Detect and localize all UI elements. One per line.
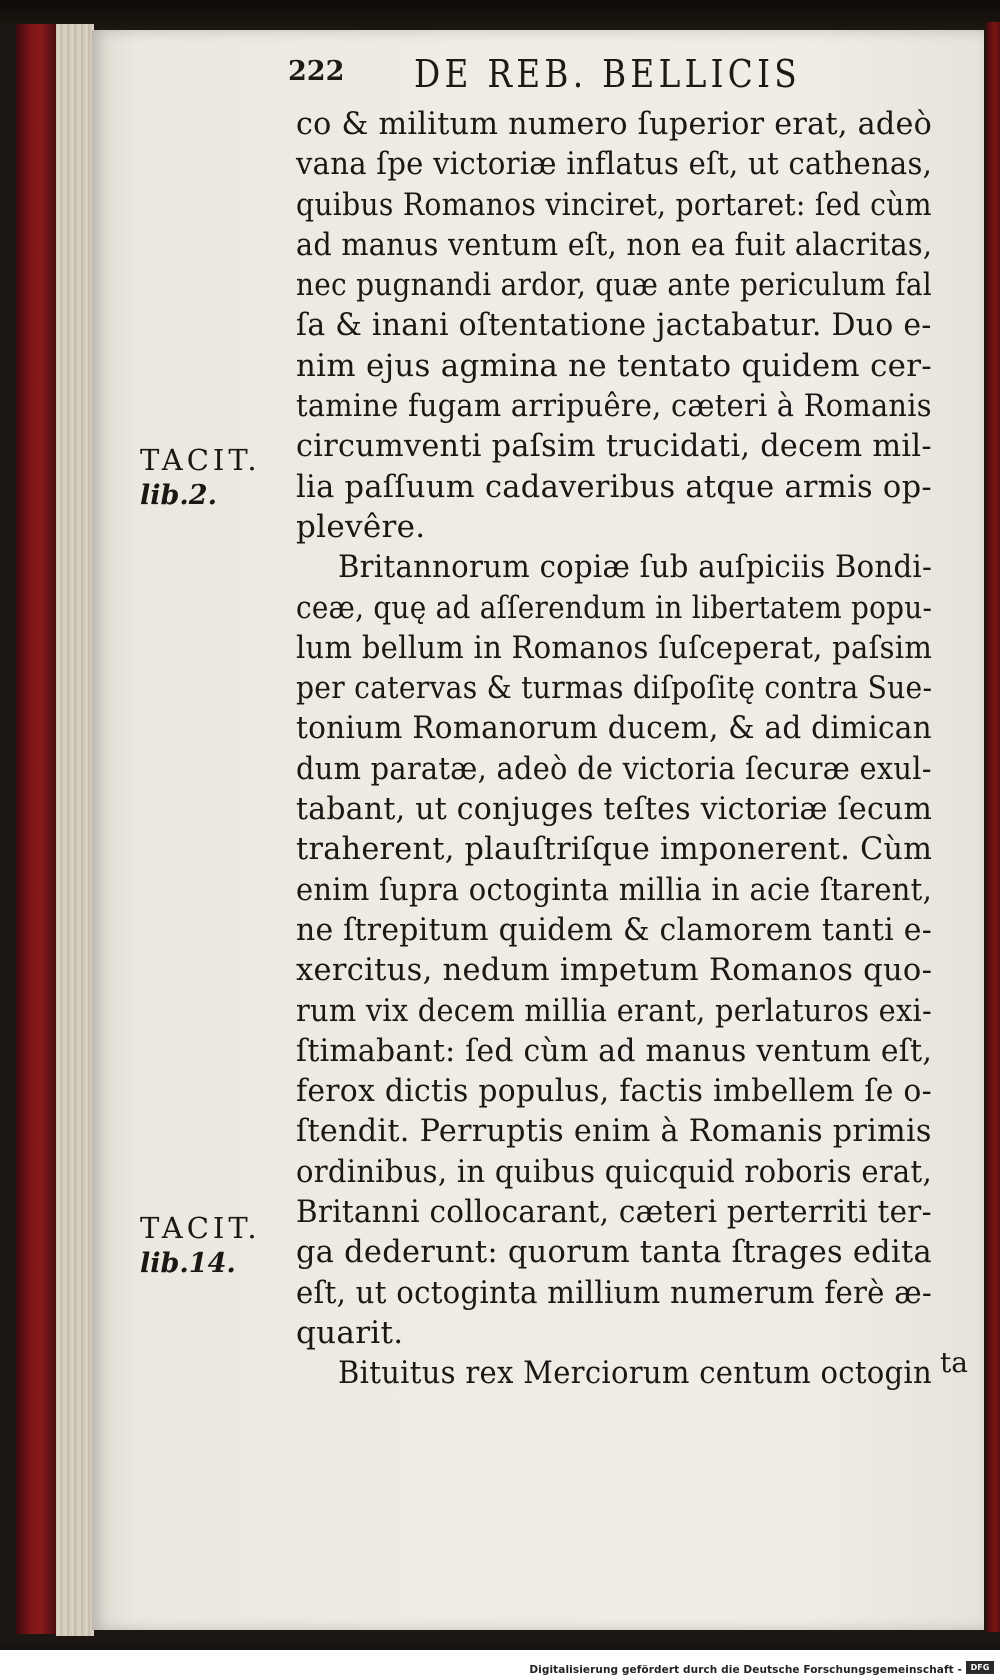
text-line	[296, 386, 976, 426]
text-line	[296, 225, 976, 265]
dfg-logo: DFG	[966, 1661, 994, 1674]
text-line-content: Britanni collocarant, cæteri perterriti ter-	[296, 1194, 932, 1231]
text-line-content: quarit.	[296, 1314, 404, 1351]
scan-top-edge	[0, 0, 1000, 26]
text-line-content: lia paſſuum cadaveribus atque armis op-	[296, 468, 932, 505]
text-line-content: rum vix decem millia erant, perlaturos exi-	[296, 992, 932, 1029]
text-line-content: circumventi paſsim trucidati, decem mil-	[296, 428, 932, 465]
marginal-book: lib.14.	[140, 1248, 236, 1279]
text-line	[296, 104, 976, 144]
text-line-content: dum paratæ, adeò de victoria ſecuræ exul-	[296, 750, 932, 787]
text-line-content: ceæ, quę ad aſſerendum in libertatem popu-	[296, 589, 933, 626]
text-line-content: co & militum numero ſuperior erat, adeò	[296, 106, 933, 142]
text-line-content: quibus Romanos vinciret, portaret: ſed cùm	[296, 186, 932, 223]
page-number: 222	[288, 56, 345, 87]
marginal-author: TACIT.	[140, 443, 261, 477]
text-line	[296, 467, 976, 507]
text-line	[296, 1031, 976, 1071]
text-line-content: plevêre.	[296, 508, 426, 545]
text-line	[296, 1232, 976, 1272]
text-line-content: ad manus ventum eſt, non ea fuit alacritas,	[296, 226, 933, 263]
book-cover-left	[16, 24, 56, 1634]
text-line-content: ſtendit. Perruptis enim à Romanis primis	[296, 1113, 932, 1150]
text-line-content: ſtimabant: ſed cùm ad manus ventum eſt,	[296, 1032, 933, 1069]
text-line-content: nec pugnandi ardor, quæ ante periculum fal	[296, 267, 933, 304]
text-line-content: eſt, ut octoginta millium numerum ferè æ-	[296, 1274, 933, 1311]
marginal-author: TACIT.	[140, 1211, 261, 1245]
text-line-content: per catervas & turmas diſpoſitę contra Sue-	[296, 670, 933, 707]
digitization-credit: Digitalisierung gefördert durch die Deutsche Forschungsgemeinschaft -	[529, 1664, 962, 1676]
text-line-content: tonium Romanorum ducem, & ad dimican	[296, 710, 932, 747]
text-line	[296, 1111, 976, 1151]
text-line	[296, 1071, 976, 1111]
text-line-content: vana ſpe victoriæ inflatus eſt, ut cathenas,	[296, 146, 933, 183]
text-line	[296, 1313, 976, 1353]
text-line	[296, 507, 976, 547]
body-text	[296, 104, 976, 1394]
text-line	[296, 1152, 976, 1192]
page-stack-edge	[56, 24, 94, 1636]
text-line-content: xercitus, nedum impetum Romanos quo-	[296, 952, 933, 989]
text-line	[296, 144, 976, 184]
text-line	[296, 668, 976, 708]
text-line	[296, 1273, 976, 1313]
text-line	[296, 1353, 976, 1393]
text-line	[296, 910, 976, 950]
text-line	[296, 185, 976, 225]
text-line	[296, 628, 976, 668]
text-line	[296, 305, 976, 345]
text-line-content: Britannorum copiæ ſub auſpiciis Bondi-	[338, 549, 933, 586]
text-line-content: ga dederunt: quorum tanta ſtrages edita	[296, 1234, 932, 1271]
text-line-content: Bituitus rex Merciorum centum octogin	[338, 1355, 932, 1392]
text-line	[296, 1192, 976, 1232]
text-line-content: lum bellum in Romanos ſuſceperat, paſsim	[296, 629, 933, 666]
text-line-content: tamine fugam arripuêre, cæteri à Romanis	[296, 388, 932, 425]
text-line-content: nim ejus agmina ne tentato quidem cer-	[296, 347, 932, 384]
text-line	[296, 346, 976, 386]
text-line	[296, 547, 976, 587]
text-line-content: traherent, plauſtriſque imponerent. Cùm	[296, 831, 933, 868]
marginal-note-2	[140, 1210, 261, 1282]
text-line	[296, 950, 976, 990]
running-title: DE REB. BELLICIS	[414, 52, 801, 96]
text-line	[296, 991, 976, 1031]
text-line	[296, 789, 976, 829]
text-line	[296, 708, 976, 748]
text-line-content: ſa & inani oſtentatione jactabatur. Duo e-	[296, 307, 932, 344]
book-cover-right	[986, 22, 1000, 1632]
text-line	[296, 870, 976, 910]
text-line	[296, 749, 976, 789]
text-line-content: ordinibus, in quibus quicquid roboris erat,	[296, 1153, 932, 1190]
text-line	[296, 829, 976, 869]
text-line	[296, 588, 976, 628]
marginal-note-1	[140, 442, 261, 514]
text-line-content: enim ſupra octoginta millia in acie ſtarent,	[296, 871, 933, 908]
catchword: ta	[940, 1346, 968, 1379]
page-header	[288, 52, 938, 98]
text-line-content: ne ſtrepitum quidem & clamorem tanti e-	[296, 911, 933, 948]
marginal-book: lib.2.	[140, 480, 217, 511]
text-line-content: tabant, ut conjuges teſtes victoriæ ſecum	[296, 791, 933, 828]
text-line	[296, 426, 976, 466]
text-line-content: ferox dictis populus, factis imbellem ſe o-	[296, 1073, 932, 1110]
text-line	[296, 265, 976, 305]
